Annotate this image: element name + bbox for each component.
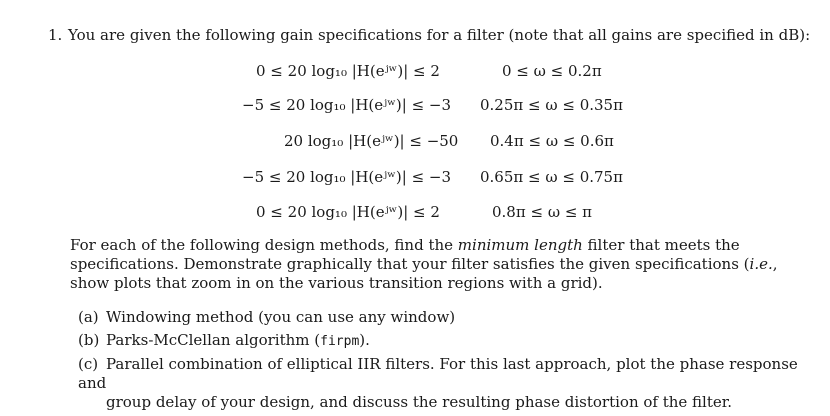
spec-freq-4: 0.65π ≤ ω ≤ 0.75π — [480, 168, 623, 186]
methods-list — [78, 308, 818, 416]
list-text-a: Windowing method (you can use any window) — [106, 308, 456, 326]
spec-freq-3: 0.4π ≤ ω ≤ 0.6π — [490, 132, 614, 150]
spec-gain-3: 20 log₁₀ |H(eʲʷ)| ≤ −50 — [284, 132, 459, 150]
list-text-b-after: ). — [359, 331, 370, 349]
problem-number: 1. — [48, 26, 63, 44]
list-code-firpm: firpm — [320, 334, 360, 349]
spec-freq-2: 0.25π ≤ ω ≤ 0.35π — [480, 96, 623, 114]
paragraph-text-1: For each of the following design methods, find the — [70, 236, 458, 254]
list-marker-c: (c) — [78, 355, 99, 373]
spec-gain-2: −5 ≤ 20 log₁₀ |H(eʲʷ)| ≤ −3 — [242, 96, 452, 114]
instructions-paragraph — [70, 236, 810, 293]
list-item-b — [78, 331, 818, 351]
list-marker-a: (a) — [78, 308, 99, 326]
paragraph-text-3: , show plots that zoom in on the various transition regions with a grid). — [70, 255, 778, 292]
paragraph-emphasis-minimum-length: minimum length — [457, 236, 583, 254]
list-text-b-before: Parks-McClellan algorithm ( — [106, 331, 321, 349]
spec-gain-1: 0 ≤ 20 log₁₀ |H(eʲʷ)| ≤ 2 — [256, 62, 440, 80]
list-marker-b: (b) — [78, 331, 100, 349]
spec-gain-5: 0 ≤ 20 log₁₀ |H(eʲʷ)| ≤ 2 — [256, 203, 440, 221]
spec-gain-4: −5 ≤ 20 log₁₀ |H(eʲʷ)| ≤ −3 — [242, 168, 452, 186]
list-text-c-line2: group delay of your design, and discuss the resulting phase distortion of the filter. — [106, 393, 733, 411]
list-item-c — [78, 355, 818, 412]
paragraph-text-2: filter that meets the specifications. Demonstrate graphically that your filter satisfies the given specifications ( — [70, 236, 750, 273]
problem-intro: You are given the following gain specifications for a filter (note that all gains are specified in dB): — [68, 26, 811, 44]
paragraph-emphasis-ie: i.e. — [749, 255, 773, 273]
list-item-a — [78, 308, 818, 327]
spec-freq-1: 0 ≤ ω ≤ 0.2π — [502, 62, 602, 80]
list-text-c-line1: Parallel combination of elliptical IIR filters. For this last approach, plot the phase response and — [78, 355, 798, 392]
spec-freq-5: 0.8π ≤ ω ≤ π — [492, 203, 593, 221]
